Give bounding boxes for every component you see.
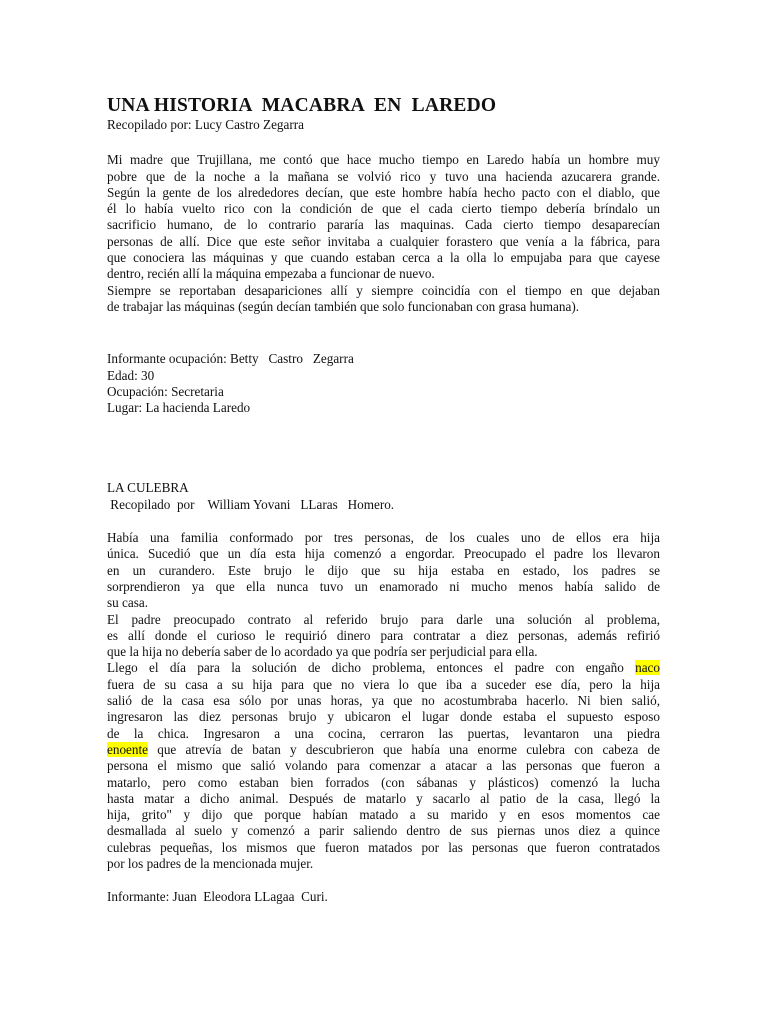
- story2-body-line: por los padres de la mencionada mujer.: [107, 855, 314, 871]
- story2-compiler: Recopilado por William Yovani LLaras Homero.: [107, 496, 395, 512]
- story2-body-line: que la hija no debería saber de lo acordado ya que podría ser perjudicial para ella.: [107, 644, 538, 660]
- story2-body-line: Había una familia conformado por tres personas, de los cuales uno de ellos era hija: [107, 530, 660, 546]
- story1-body-line: de trabajar las máquinas (según decían también que solo funcionaban con grasa humana).: [107, 298, 580, 314]
- informant-occupation: Ocupación: Secretaria: [107, 383, 224, 399]
- story2-body-line: [107, 660, 660, 676]
- story1-body-line: dentro, recién allí la máquina empezaba a funcionar de nuevo.: [107, 266, 435, 282]
- story2-body-line: es allí donde el curioso le requirió dinero para contratar a diez personas, además refirió: [107, 627, 660, 643]
- story2-body-line: desmallada al suelo y comenzó a parir saliendo dentro de sus piernas unos diez a quince: [107, 823, 660, 839]
- story1-body-line: sacrificio humano, de lo contrario pararía las maquinas. Cada cierto tiempo desaparecían: [107, 217, 660, 233]
- story2-body-line: de la chica. Ingresaron a una cocina, cerraron las puertas, levantaron una piedra: [107, 725, 660, 741]
- story1-body-line: Mi madre que Trujillana, me contó que hace mucho tiempo en Laredo había un hombre muy: [107, 152, 660, 168]
- story1-compiler: Recopilado por: Lucy Castro Zegarra: [107, 117, 305, 132]
- story2-body-line: salió de la casa esa sólo por unas horas, ya que no acostumbraba hacerlo. Ni bien salió,: [107, 693, 660, 709]
- story2-body-line: única. Sucedió que un día esta hija comenzó a engordar. Preocupado el padre los llevaron: [107, 546, 660, 562]
- story2-body-line: su casa.: [107, 595, 149, 611]
- story1-body-line: Según la gente de los alrededores decían, que este hombre había hecho pacto con el diablo, que: [107, 184, 660, 200]
- story2-text-fragment: Llego el día para la solución de dicho problema, entonces el padre con engaño: [107, 660, 636, 676]
- story1-body-line: Siempre se reportaban desapariciones allí y siempre coincidía con el tiempo en que dejaban: [107, 282, 660, 298]
- story2-body-line: El padre preocupado contrato al referido brujo para darle una solución al problema,: [107, 611, 660, 627]
- story1-body-line: que conociera las máquinas y que cuando estaban cerca a la olla lo empujaba para que cayese: [107, 250, 660, 266]
- informant-place: Lugar: La hacienda Laredo: [107, 400, 251, 416]
- story2-body-line: matarlo, pero como estaban bien forrados (con sábanas y plásticos) comenzó la lucha: [107, 774, 660, 790]
- story2-body-line: fuera de su casa a su hija para que no viera lo que iba a suceder ese día, pero la hija: [107, 676, 660, 692]
- highlighted-word: enoente: [107, 741, 149, 757]
- story2-body-line: culebras pequeñas, los mismos que fueron matados por las personas que fueron contratados: [107, 839, 660, 855]
- story2-title: LA CULEBRA: [107, 480, 189, 496]
- story1-body-line: personas de allí. Dice que este señor invitaba a cualquier forastero que venía a la fábrica, para: [107, 233, 660, 249]
- story2-text-fragment: que atrevía de batan y descubrieron que había una enorme culebra con cabeza de: [148, 741, 660, 757]
- story2-body-line: persona el mismo que salió volando para comenzar a atacar a las personas que fueron a: [107, 758, 660, 774]
- story2-body-line: hasta matar a dicho animal. Después de matarlo y sacarlo al patio de la casa, llegó la: [107, 790, 660, 806]
- story2-body-line: en un curandero. Este brujo le dijo que su hija estaba en estado, los padres se: [107, 562, 660, 578]
- story1-body-line: pobre que de la noche a la mañana se volvió rico y tuvo una hacienda azucarera grande.: [107, 168, 660, 184]
- informant-age: Edad: 30: [107, 367, 155, 383]
- story2-body-line: sorprendieron ya que ella nunca tuvo un enamorado ni mucho menos había salido de: [107, 578, 660, 594]
- document-page: [107, 95, 660, 906]
- story1-body-line: él lo había vuelto rico con la condición de que el cada cierto tiempo debería bríndalo un: [107, 201, 660, 217]
- story1-informant: [107, 351, 660, 416]
- story1-body: [107, 152, 660, 315]
- story2-body-line: ingresaron las diez personas brujo y ubicaron el lugar donde estaba el supuesto esposo: [107, 709, 660, 725]
- story2-informant: Informante: Juan Eleodora LLagaa Curi.: [107, 889, 328, 905]
- story2-body-line: [107, 742, 660, 758]
- story2-body-line: hija, grito" y dijo que porque habían matado a su marido y en esos momentos cae: [107, 807, 660, 823]
- informant-name: Informante ocupación: Betty Castro Zegarra: [107, 351, 354, 367]
- story2-body: [107, 530, 660, 872]
- story1-title: UNA HISTORIA MACABRA EN LAREDO: [107, 95, 497, 116]
- highlighted-word: naco: [635, 660, 660, 676]
